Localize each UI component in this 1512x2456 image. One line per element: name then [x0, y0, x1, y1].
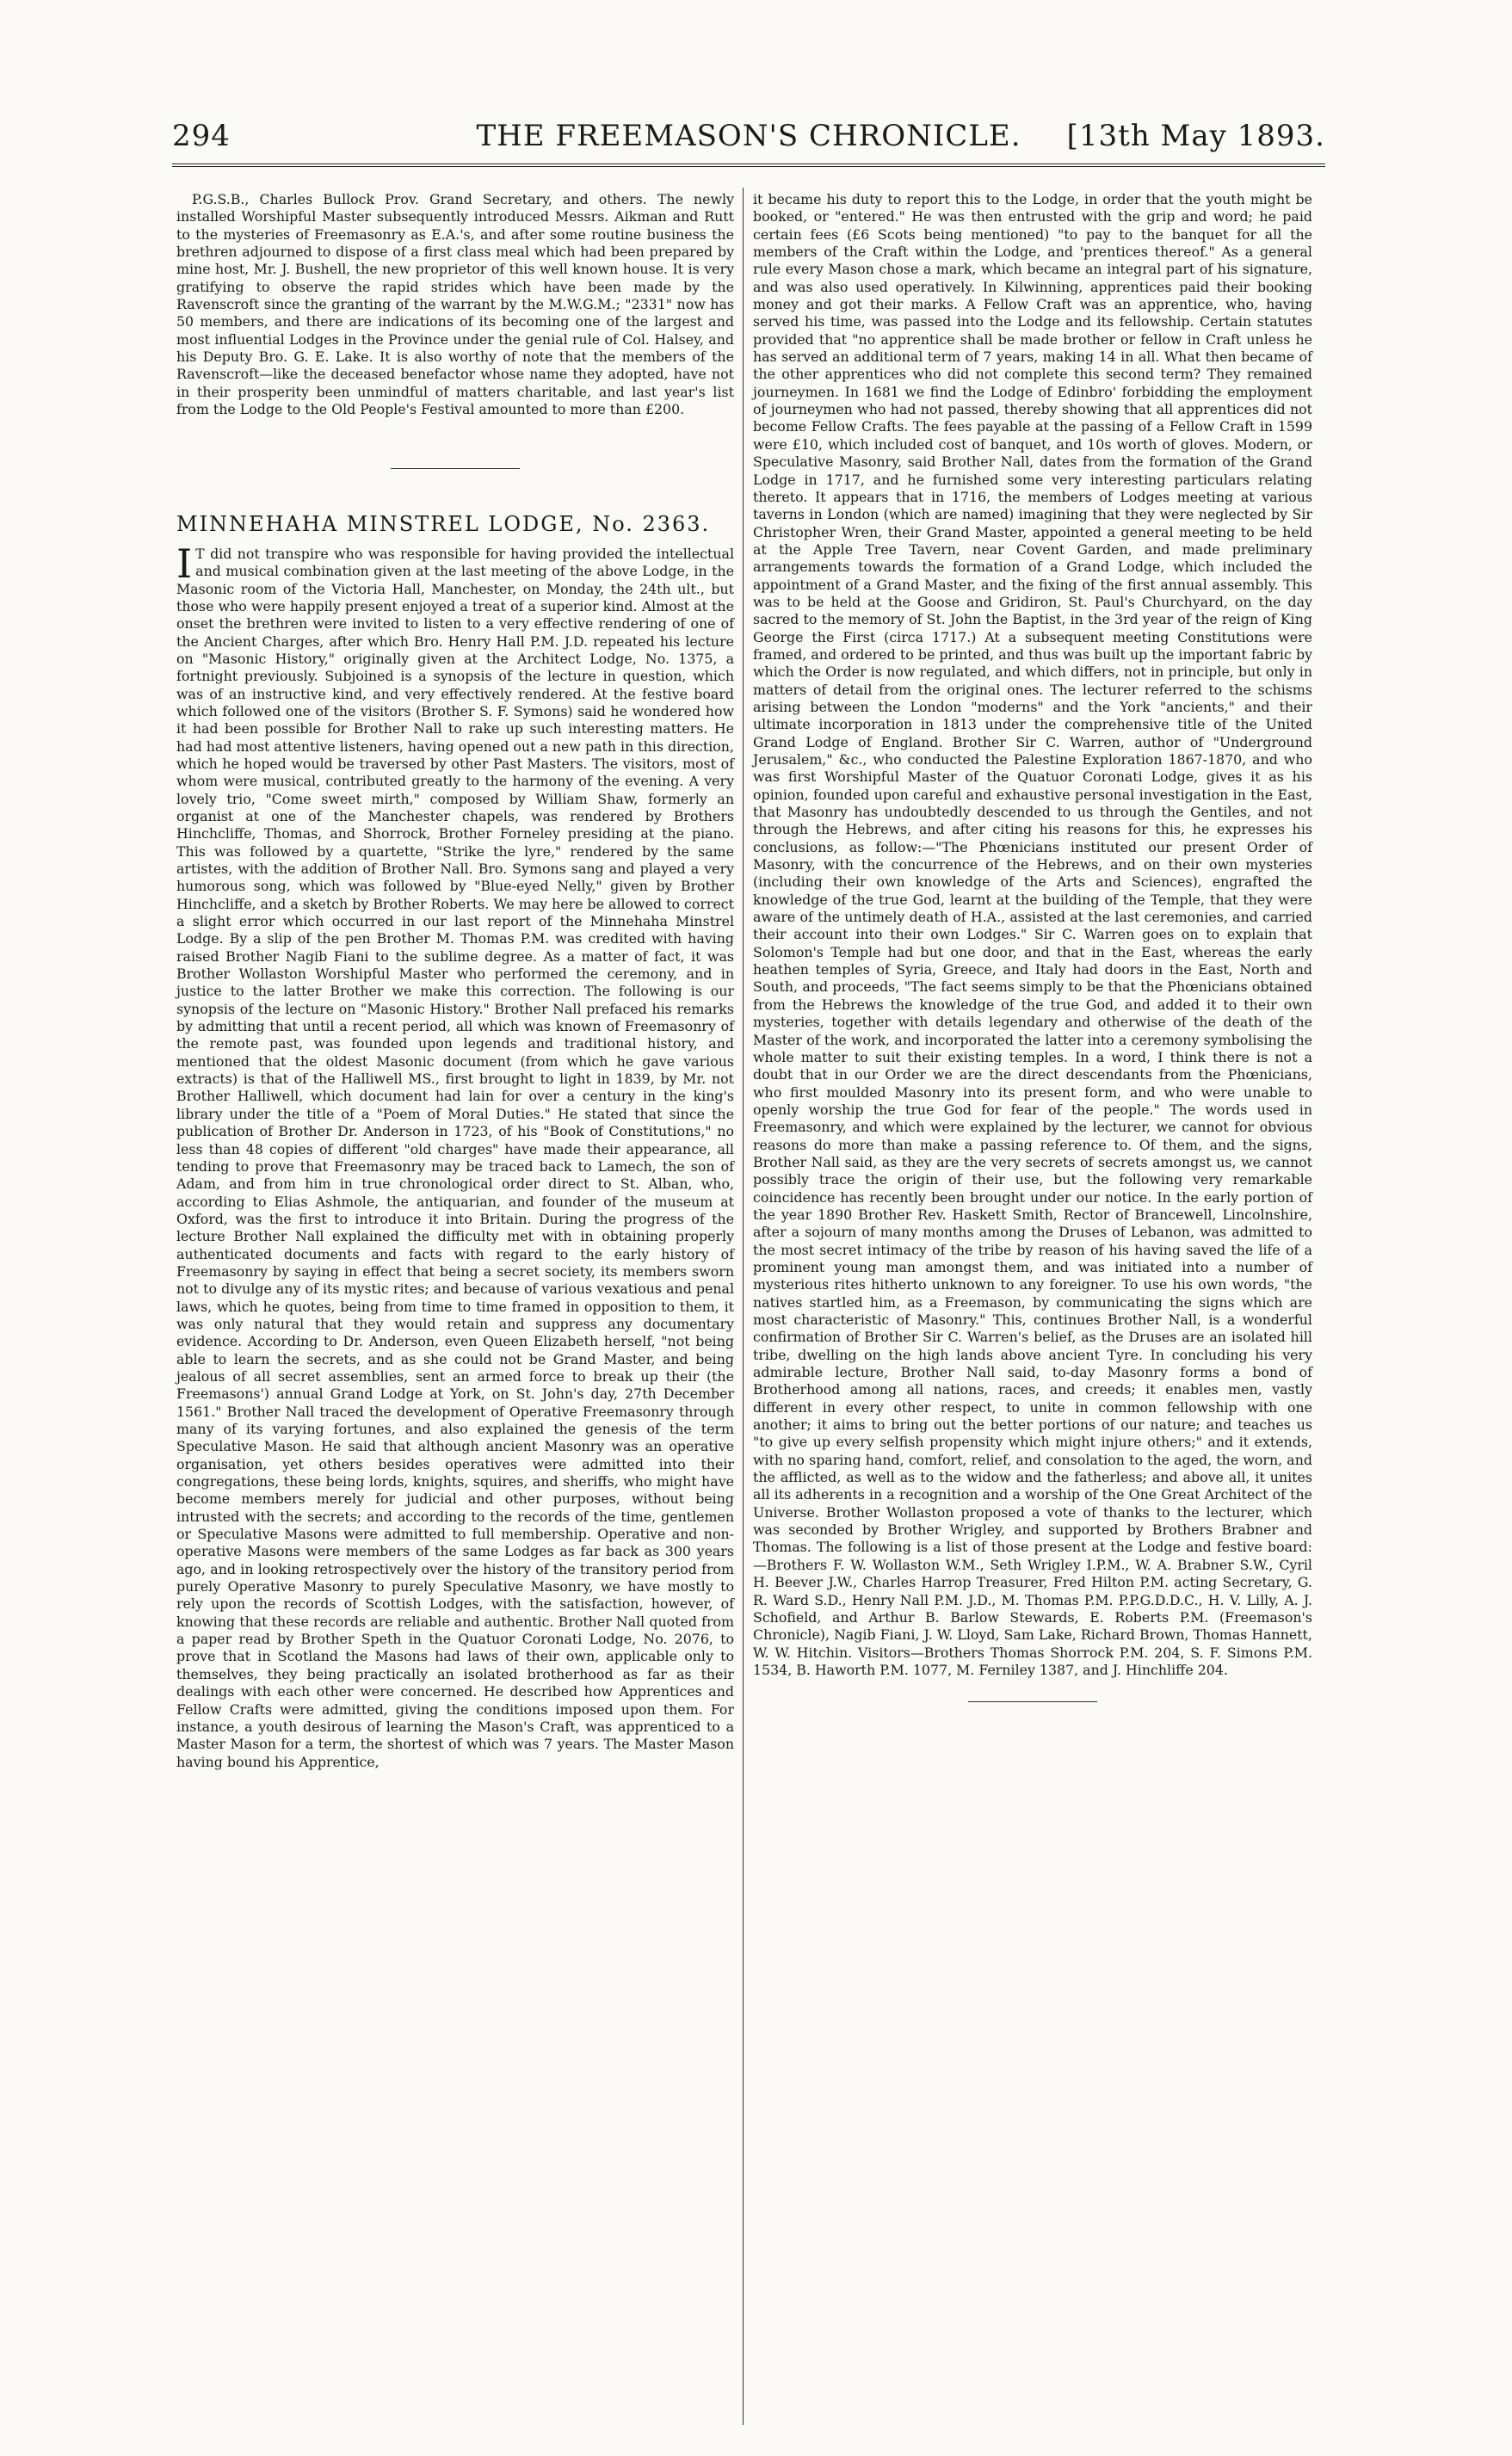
- drop-cap: I: [176, 540, 193, 587]
- page-number: 294: [172, 119, 231, 153]
- masthead-rule: [172, 164, 1325, 167]
- article-text: T did not transpire who was responsible for having provided the intellectual and musical combination given at the last meeting of the above Lodge, in the Masonic room of the Victoria Hall, Manchester, on Monday, the 24th ult., but those who were happily present enjoyed a treat of a superior kind. Almost at the onset the brethren were invited to listen to a very effective rendering of one of the Ancient Charges, after which Bro. Henry Hall P.M. J.D. repeated his lecture on "Masonic History," originally given at the Architect Lodge, No. 1375, a fortnight previously. Subjoined is a synopsis of the lecture in question, which was of an instructive kind, and very effectively rendered. At the festive board which followed one of the visitors (Brother S. F. Symons) said he wondered how it had been possible for Brother Nall to rake up such interesting matters. He had had most attentive listeners, having opened out a new path in this direction, which he hoped would be traversed by other Past Masters. The visitors, most of whom were musical, contributed greatly to the harmony of the evening. A very lovely trio, "Come sweet mirth," composed by William Shaw, formerly an organist at one of the Manchester chapels, was rendered by Brothers Hinchcliffe, Thomas, and Shorrock, Brother Forneley presiding at the piano. This was followed by a quartette, "Strike the lyre," rendered by the same artistes, with the addition of Brother Nall. Bro. Symons sang and played a very humorous song, which was followed by "Blue-eyed Nelly," given by Brother Hinchcliffe, and a sketch by Brother Roberts. We may here be allowed to correct a slight error which occurred in our last report of the Minnehaha Minstrel Lodge. By a slip of the pen Brother M. Thomas P.M. was credited with having raised Brother Nagib Fiani to the sublime degree. As a matter of fact, it was Brother Wollaston Worshipful Master who performed the ceremony, and in justice to the latter Brother we make this correction. The following is our synopsis of the lecture on "Masonic History." Brother Nall prefaced his remarks by admitting that until a recent period, all which was known of Freemasonry of the remote past, was founded upon legends and traditional history, and mentioned that the oldest Masonic document (from which he gave various extracts) is that of the Halliwell MS., first brought to light in 1839, by Mr. not Brother Halliwell, which document had lain for over a century in the king's library under the title of a "Poem of Moral Duties." He stated that since the publication of Brother Dr. Anderson in 1723, of his "Book of Constitutions," no less than 48 copies of different "old charges" have made their appearance, all tending to prove that Freemasonry may be traced back to Lamech, the son of Adam, and from him in true chronological order direct to St. Alban, who, according to Elias Ashmole, the antiquarian, and founder of the museum at Oxford, was the first to introduce it into Britain. During the progress of the lecture Brother Nall explained the difficulty met with in obtaining properly authenticated documents and facts with regard to the early history of Freemasonry by saying in effect that being a secret society, its members sworn not to divulge any of its mystic rites; and because of various vexatious and penal laws, which he quotes, being from time to time framed in opposition to them, it was only natural that they would retain and suppress any documentary evidence. According to Dr. Anderson, even Queen Elizabeth herself, "not being able to learn the secrets, and as she could not be Grand Master, and being jealous of all secret assemblies, sent an armed force to break up their (the Freemasons') annual Grand Lodge at York, on St. John's day, 27th December 1561." Brother Nall traced the development of Operative Freemasonry through many of its varying fortunes, and also explained the genesis of the term Speculative Mason. He said that although ancient Masonry was an operative organisation, yet others besides operatives were admitted into their congregations, these being lords, knights, squires, and sheriffs, who might have become members merely for judicial and other purposes, without being intrusted with the secrets; and according to the records of the time, gentlemen or Speculative Masons were admitted to full membership. Operative and non-operative Masons were members of the same Lodges as far back as 300 years ago, and in looking retrospectively over the history of the transitory period from purely Operative Masonry to purely Speculative Masonry, we have mostly to rely upon the records of Scottish Lodges, with the satisfaction, however, of knowing that these records are reliable and authentic. Brother Nall quoted from a paper read by Brother Speth in the Quatuor Coronati Lodge, No. 2076, to prove that in Scotland the Masons had laws of their own, applicable only to themselves, they being practically an isolated brotherhood as far as their dealings with each other were concerned. He described how Apprentices and Fellow Crafts were admitted, giving the conditions imposed upon them. For instance, a youth desirous of learning the Mason's Craft, was apprenticed to a Master Mason for a term, the shortest of which was 7 years. The Master Mason having bound his Apprentice,: [176, 545, 734, 1770]
- masthead: [172, 119, 1325, 162]
- continued-article-text: it became his duty to report this to the Lodge, in order that the youth might be booked, or "entered." He was then entrusted with the grip and word; he paid certain fees (£6 Scots being mentioned) "to pay to the banquet for all the members of the Craft within the Lodge, and 'prentices thereof." As a general rule every Mason chose a mark, which became an integral part of his signature, and was also used operatively. In Kilwinning, apprentices paid their booking money and got their marks. A Fellow Craft was an apprentice, who, having served his time, was passed into the Lodge and its fellowship. Certain statutes provided that "no apprentice shall be made brother or fellow in Craft unless he has served an additional term of 7 years, making 14 in all. What then became of the other apprentices who did not complete this second term? They remained journeymen. In 1681 we find the Lodge of Edinbro' forbidding the employment of journeymen who had not passed, thereby showing that all apprentices did not become Fellow Crafts. The fees payable at the passing of a Fellow Craft in 1599 were £10, which included cost of banquet, and 10s worth of gloves. Modern, or Speculative Masonry, said Brother Nall, dates from the formation of the Grand Lodge in 1717, and he furnished some very interesting particulars relating thereto. It appears that in 1716, the members of Lodges meeting at various taverns in London (which are named) imagining that they were neglected by Sir Christopher Wren, their Grand Master, appointed a general meeting to be held at the Apple Tree Tavern, near Covent Garden, and made preliminary arrangements towards the formation of a Grand Lodge, which included the appointment of a Grand Master, and the fixing of the first annual assembly. This was to be held at the Goose and Gridiron, St. Paul's Churchyard, on the day sacred to the memory of St. John the Baptist, in the 3rd year of the reign of King George the First (circa 1717.) At a subsequent meeting Constitutions were framed, and ordered to be printed, and thus was built up the important fabric by which the Order is now regulated, and which differs, not in principle, but only in matters of detail from the original ones. The lecturer referred to the schisms arising between the London "moderns" and the York "ancients," and their ultimate incorporation in 1813 under the comprehensive title of the United Grand Lodge of England. Brother Sir C. Warren, author of "Underground Jerusalem," &c., who conducted the Palestine Exploration 1867-1870, and who was first Worshipful Master of the Quatuor Coronati Lodge, gives it as his opinion, founded upon careful and exhaustive personal investigation in the East, that Masonry has undoubtedly descended to us through the Gentiles, and not through the Hebrews, and after citing his reasons for this, he expresses his conclusions, as follow:—"The Phœnicians instituted our present Order of Masonry, with the concurrence of the Hebrews, and on their own mysteries (including their own knowledge of the Arts and Sciences), engrafted the knowledge of the true God, learnt at the building of the Temple, that they were aware of the untimely death of H.A., assisted at the last ceremonies, and carried their account into their own Lodges." Sir C. Warren goes on to explain that Solomon's Temple had but one door, and that in the East, whereas the early heathen temples of Syria, Greece, and Italy had doors in the East, North and South, and proceeds, "The fact seems simply to be that the Phœnicians obtained from the Hebrews the knowledge of the true God, and added it to their own mysteries, together with details legendary and otherwise of the death of the Master of the work, and incorporated the latter into a ceremony symbolising the whole matter to suit their existing temples. In a word, I think there is not a doubt that in our Order we are the direct descendants from the Phœnicians, who first moulded Masonry into its present form, and who were unable to openly worship the true God for fear of the people." The words used in Freemasonry, and which were explained by the lecturer, we cannot for obvious reasons do more than make a passing reference to. Of them, and the signs, Brother Nall said, as they are the very secrets of secrets amongst us, we cannot possibly trace the origin of their use, but the following very remarkable coincidence has recently been brought under our notice. In the early portion of the year 1890 Brother Rev. Haskett Smith, Rector of Brancewell, Lincolnshire, after a sojourn of many months among the Druses of Lebanon, was admitted to the most secret intimacy of the tribe by reason of his having saved the life of a prominent young man amongst them, and was initiated into a number of mysterious rites hitherto unknown to any foreigner. To use his own words, "the natives startled him, as a Freemason, by communicating the signs which are most characteristic of Masonry." This, continues Brother Nall, is a wonderful confirmation of Brother Sir C. Warren's belief, as the Druses are an isolated hill tribe, dwelling on the high lands above ancient Tyre. In concluding his very admirable lecture, Brother Nall said, to-day Masonry forms a bond of Brotherhood among all nations, races, and creeds; it enables men, vastly different in every other respect, to unite in common fellowship with one another; it aims to bring out the better portions of our nature; and teaches us "to give up every selfish propensity which might injure others;" and it extends, with no sparing hand, comfort, relief, and consolation to the aged, the worn, and the afflicted, as well as to the widow and the fatherless; and above all, it unites all its adherents in a recognition and a worship of the One Great Architect of the Universe. Brother Wollaston proposed a vote of thanks to the lecturer, which was seconded by Brother Wrigley, and supported by Brothers Brabner and Thomas. The following is a list of those present at the Lodge and festive board:—Brothers F. W. Wollaston W.M., Seth Wrigley I.P.M., W. A. Brabner S.W., Cyril H. Beever J.W., Charles Harrop Treasurer, Fred Hilton P.M. acting Secretary, G. R. Ward S.D., Henry Nall P.M. J.D., M. Thomas P.M. P.P.G.D.D.C., H. V. Lilly, A. J. Schofield, and Arthur B. Barlow Stewards, E. Roberts P.M. (Freemason's Chronicle), Nagib Fiani, J. W. Lloyd, Sam Lake, Richard Brown, Thomas Hannett, W. W. Hitchin. Visitors—Brothers Thomas Shorrock P.M. 204, S. F. Simons P.M. 1534, B. Haworth P.M. 1077, M. Ferniley 1387, and J. Hinchliffe 204.: [753, 191, 1312, 1678]
- left-column: [176, 191, 734, 1771]
- end-separator: [968, 1701, 1097, 1702]
- column-divider: [743, 188, 744, 2425]
- article-body: [176, 540, 734, 1771]
- publication-title: THE FREEMASON'S CHRONICLE.: [476, 119, 1021, 153]
- right-column: [753, 191, 1312, 1702]
- article-headline: MINNEHAHA MINSTREL LODGE, No. 2363.: [176, 512, 711, 537]
- continued-paragraph: P.G.S.B., Charles Bullock Prov. Grand Secretary, and others. The newly installed Worshipful Master subsequently introduced Messrs. Aikman and Rutt to the mysteries of Freemasonry as E.A.'s, and after some routine business the brethren adjourned to dispose of a first class meal which had been prepared by mine host, Mr. J. Bushell, the new proprietor of this well known house. It is very gratifying to observe the rapid strides which have been made by the Ravenscroft since the granting of the warrant by the M.W.G.M.; "2331" now has 50 members, and there are indications of its becoming one of the largest and most influential Lodges in the Province under the genial rule of Col. Halsey, and his Deputy Bro. G. E. Lake. It is also worthy of note that the members of the Ravenscroft—like the deceased benefactor whose name they adopted, have not in their prosperity been unmindful of matters charitable, and last year's list from the Lodge to the Old People's Festival amounted to more than £200.: [176, 191, 734, 418]
- issue-date: [13th May 1893.: [1066, 119, 1325, 153]
- section-separator: [391, 468, 520, 469]
